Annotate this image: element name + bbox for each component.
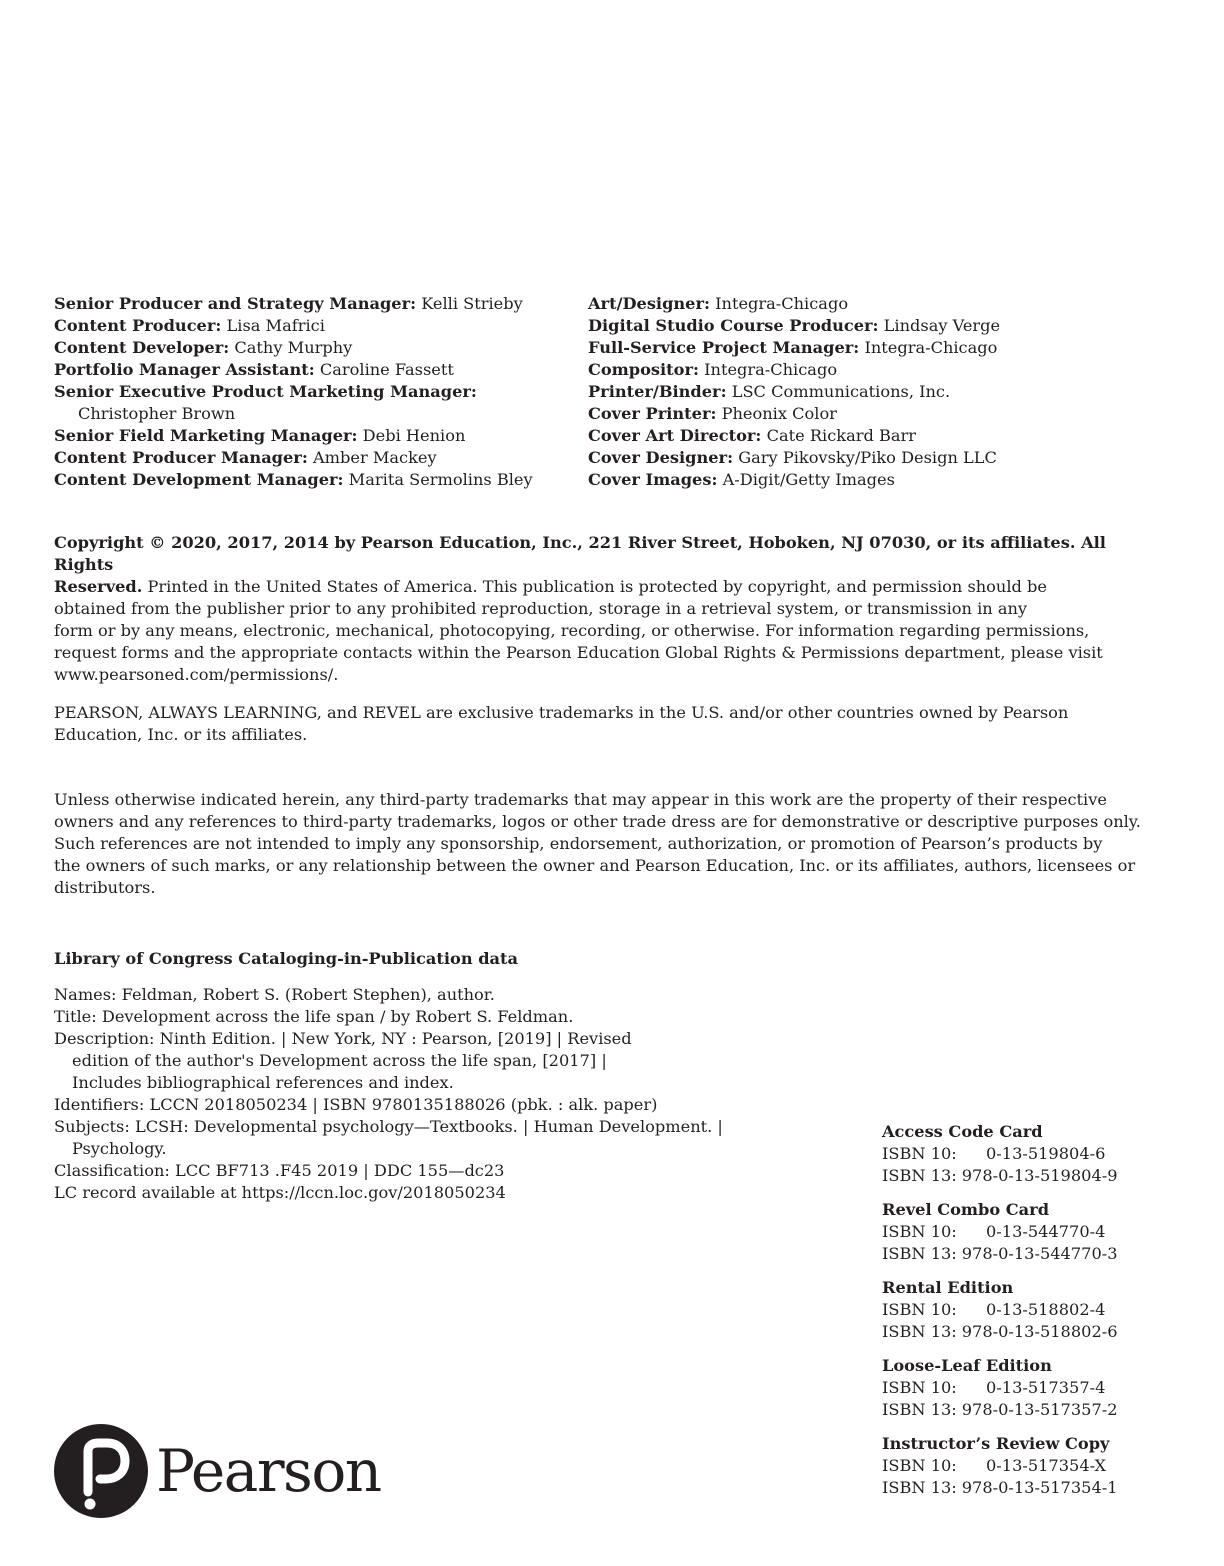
isbn-value: 0-13-544770-4	[986, 1222, 1106, 1241]
credit-role: Cover Printer:	[588, 404, 717, 423]
credit-role: Cover Designer:	[588, 448, 734, 467]
isbn-10-row	[882, 1377, 1122, 1399]
third-party-notice: Unless otherwise indicated herein, any third-party trademarks that may appear in this work are the property of their respective owners and any references to third-party trademarks, logos or other trade dress are for demonstrative or descriptive purposes only. Such references are not intended to imply any sponsorship, endorsement, authorization, or promotion of Pearson’s products by the owners of such marks, or any relationship between the owner and Pearson Education, Inc. or its affiliates, authors, licensees or distributors.	[54, 790, 1141, 897]
isbn-13-row	[882, 1399, 1122, 1421]
isbn-edition-title: Revel Combo Card	[882, 1200, 1050, 1219]
isbn-value: 978-0-13-544770-3	[961, 1244, 1118, 1263]
credit-name: Gary Pikovsky/Piko Design LLC	[738, 448, 997, 467]
credit-role: Senior Field Marketing Manager:	[54, 426, 358, 445]
credit-line	[54, 425, 588, 447]
cip-line: Subjects: LCSH: Developmental psychology—Textbooks. | Human Development. |	[54, 1117, 723, 1136]
credit-role: Content Developer:	[54, 338, 230, 357]
credit-name: Integra-Chicago	[715, 294, 849, 313]
cip-line: LC record available at https://lccn.loc.gov/2018050234	[54, 1183, 506, 1202]
trademark-notice: PEARSON, ALWAYS LEARNING, and REVEL are exclusive trademarks in the U.S. and/or other countries owned by Pearson Education, Inc. or its affiliates.	[54, 703, 1069, 744]
isbn-group	[882, 1433, 1122, 1499]
credit-name: Lisa Mafrici	[226, 316, 325, 335]
credit-role: Senior Executive Product Marketing Manager:	[54, 382, 477, 401]
isbn-edition-title: Instructor’s Review Copy	[882, 1434, 1110, 1453]
credit-name: Amber Mackey	[312, 448, 437, 467]
isbn-value: 978-0-13-517357-2	[961, 1400, 1118, 1419]
credit-line	[54, 469, 588, 491]
credit-role: Portfolio Manager Assistant:	[54, 360, 315, 379]
credit-line	[588, 381, 1128, 403]
isbn-label: ISBN 13:	[882, 1400, 957, 1419]
isbn-value: 978-0-13-517354-1	[961, 1478, 1118, 1497]
copyright-statement: Copyright © 2020, 2017, 2014 by Pearson Education, Inc., 221 River Street, Hoboken, NJ 07030, or its affiliates. All Rights Reserved.	[54, 533, 1106, 596]
credit-line	[588, 293, 1128, 315]
isbn-label: ISBN 13:	[882, 1244, 957, 1263]
pearson-wordmark: Pearson	[156, 1437, 381, 1505]
isbn-label: ISBN 13:	[882, 1166, 957, 1185]
isbn-value: 0-13-518802-4	[986, 1300, 1106, 1319]
credit-line	[588, 425, 1128, 447]
cip-line: Description: Ninth Edition. | New York, NY : Pearson, [2019] | Revised	[54, 1029, 632, 1048]
credit-role: Senior Producer and Strategy Manager:	[54, 294, 417, 313]
isbn-value: 0-13-517357-4	[986, 1378, 1106, 1397]
credit-name: LSC Communications, Inc.	[731, 382, 951, 401]
credit-role: Content Producer Manager:	[54, 448, 308, 467]
cip-heading: Library of Congress Cataloging-in-Publication data	[54, 949, 518, 968]
credit-line	[54, 359, 588, 381]
isbn-13-row	[882, 1243, 1122, 1265]
credit-role: Cover Art Director:	[588, 426, 762, 445]
isbn-label: ISBN 10:	[882, 1456, 957, 1475]
isbn-value: 978-0-13-518802-6	[961, 1322, 1118, 1341]
cip-line: Classification: LCC BF713 .F45 2019 | DDC 155—dc23	[54, 1161, 505, 1180]
credit-name: Marita Sermolins Bley	[348, 470, 533, 489]
credit-role: Compositor:	[588, 360, 699, 379]
credit-role: Content Producer:	[54, 316, 222, 335]
isbn-label: ISBN 13:	[882, 1478, 957, 1497]
credit-line	[54, 337, 588, 359]
isbn-group	[882, 1355, 1122, 1421]
credit-role: Printer/Binder:	[588, 382, 727, 401]
credit-name: Caroline Fassett	[319, 360, 454, 379]
credit-line	[588, 469, 1128, 491]
credit-name: Integra-Chicago	[704, 360, 838, 379]
credit-line	[54, 293, 588, 315]
pearson-logo	[54, 1424, 381, 1518]
cip-line: Title: Development across the life span / by Robert S. Feldman.	[54, 1007, 574, 1026]
copyright-body: Printed in the United States of America. This publication is protected by copyright, and permission should be obtained from the publisher prior to any prohibited reproduction, storage in a retrieval system, or transmission in any form or by any means, electronic, mechanical, photocopying, recording, or otherwise. For information regarding permissions, request forms and the appropriate contacts within the Pearson Education Global Rights & Permissions department, please visit www.pearsoned.com/permissions/.	[54, 577, 1103, 684]
isbn-10-row	[882, 1221, 1122, 1243]
credit-role: Content Development Manager:	[54, 470, 344, 489]
credit-name: Debi Henion	[362, 426, 466, 445]
credit-role: Cover Images:	[588, 470, 718, 489]
isbn-value: 0-13-519804-6	[986, 1144, 1106, 1163]
isbn-edition-title: Rental Edition	[882, 1278, 1014, 1297]
isbn-value: 0-13-517354-X	[986, 1456, 1107, 1475]
cip-line: Includes bibliographical references and index.	[72, 1073, 454, 1092]
credit-role: Art/Designer:	[588, 294, 710, 313]
credit-name: Cathy Murphy	[234, 338, 353, 357]
credit-line	[54, 403, 588, 425]
credit-role: Full-Service Project Manager:	[588, 338, 860, 357]
credits-left-column	[54, 293, 588, 491]
copyright-notice	[54, 532, 1144, 686]
credit-name: Integra-Chicago	[864, 338, 998, 357]
credit-name: A-Digit/Getty Images	[722, 470, 895, 489]
isbn-10-row	[882, 1455, 1122, 1477]
cip-line: Names: Feldman, Robert S. (Robert Stephen), author.	[54, 985, 495, 1004]
credit-name: Kelli Strieby	[421, 294, 523, 313]
cip-line: Identifiers: LCCN 2018050234 | ISBN 9780135188026 (pbk. : alk. paper)	[54, 1095, 658, 1114]
isbn-13-row	[882, 1165, 1122, 1187]
pearson-p-mark-icon	[54, 1424, 148, 1518]
credit-role: Digital Studio Course Producer:	[588, 316, 879, 335]
isbn-group	[882, 1121, 1122, 1187]
cip-line: edition of the author's Development across the life span, [2017] |	[72, 1051, 607, 1070]
isbn-13-row	[882, 1321, 1122, 1343]
credits-block	[54, 293, 1134, 491]
cip-data	[54, 984, 774, 1204]
isbn-label: ISBN 10:	[882, 1144, 957, 1163]
isbn-label: ISBN 13:	[882, 1322, 957, 1341]
credit-line	[54, 381, 588, 403]
credits-right-column	[588, 293, 1128, 491]
isbn-label: ISBN 10:	[882, 1378, 957, 1397]
credit-line	[588, 337, 1128, 359]
isbn-group	[882, 1199, 1122, 1265]
isbn-10-row	[882, 1299, 1122, 1321]
credit-line	[54, 447, 588, 469]
credit-name: Lindsay Verge	[883, 316, 1001, 335]
cip-line: Psychology.	[72, 1139, 167, 1158]
credit-line	[54, 315, 588, 337]
isbn-edition-title: Access Code Card	[882, 1122, 1043, 1141]
isbn-edition-title: Loose-Leaf Edition	[882, 1356, 1052, 1375]
credit-name: Pheonix Color	[721, 404, 837, 423]
credit-name: Cate Rickard Barr	[766, 426, 916, 445]
credit-line	[588, 403, 1128, 425]
credit-name: Christopher Brown	[78, 404, 236, 423]
isbn-group	[882, 1277, 1122, 1343]
isbn-10-row	[882, 1143, 1122, 1165]
isbn-label: ISBN 10:	[882, 1300, 957, 1319]
isbn-label: ISBN 10:	[882, 1222, 957, 1241]
isbn-13-row	[882, 1477, 1122, 1499]
isbn-value: 978-0-13-519804-9	[961, 1166, 1118, 1185]
credit-line	[588, 447, 1128, 469]
credit-line	[588, 315, 1128, 337]
credit-line	[588, 359, 1128, 381]
